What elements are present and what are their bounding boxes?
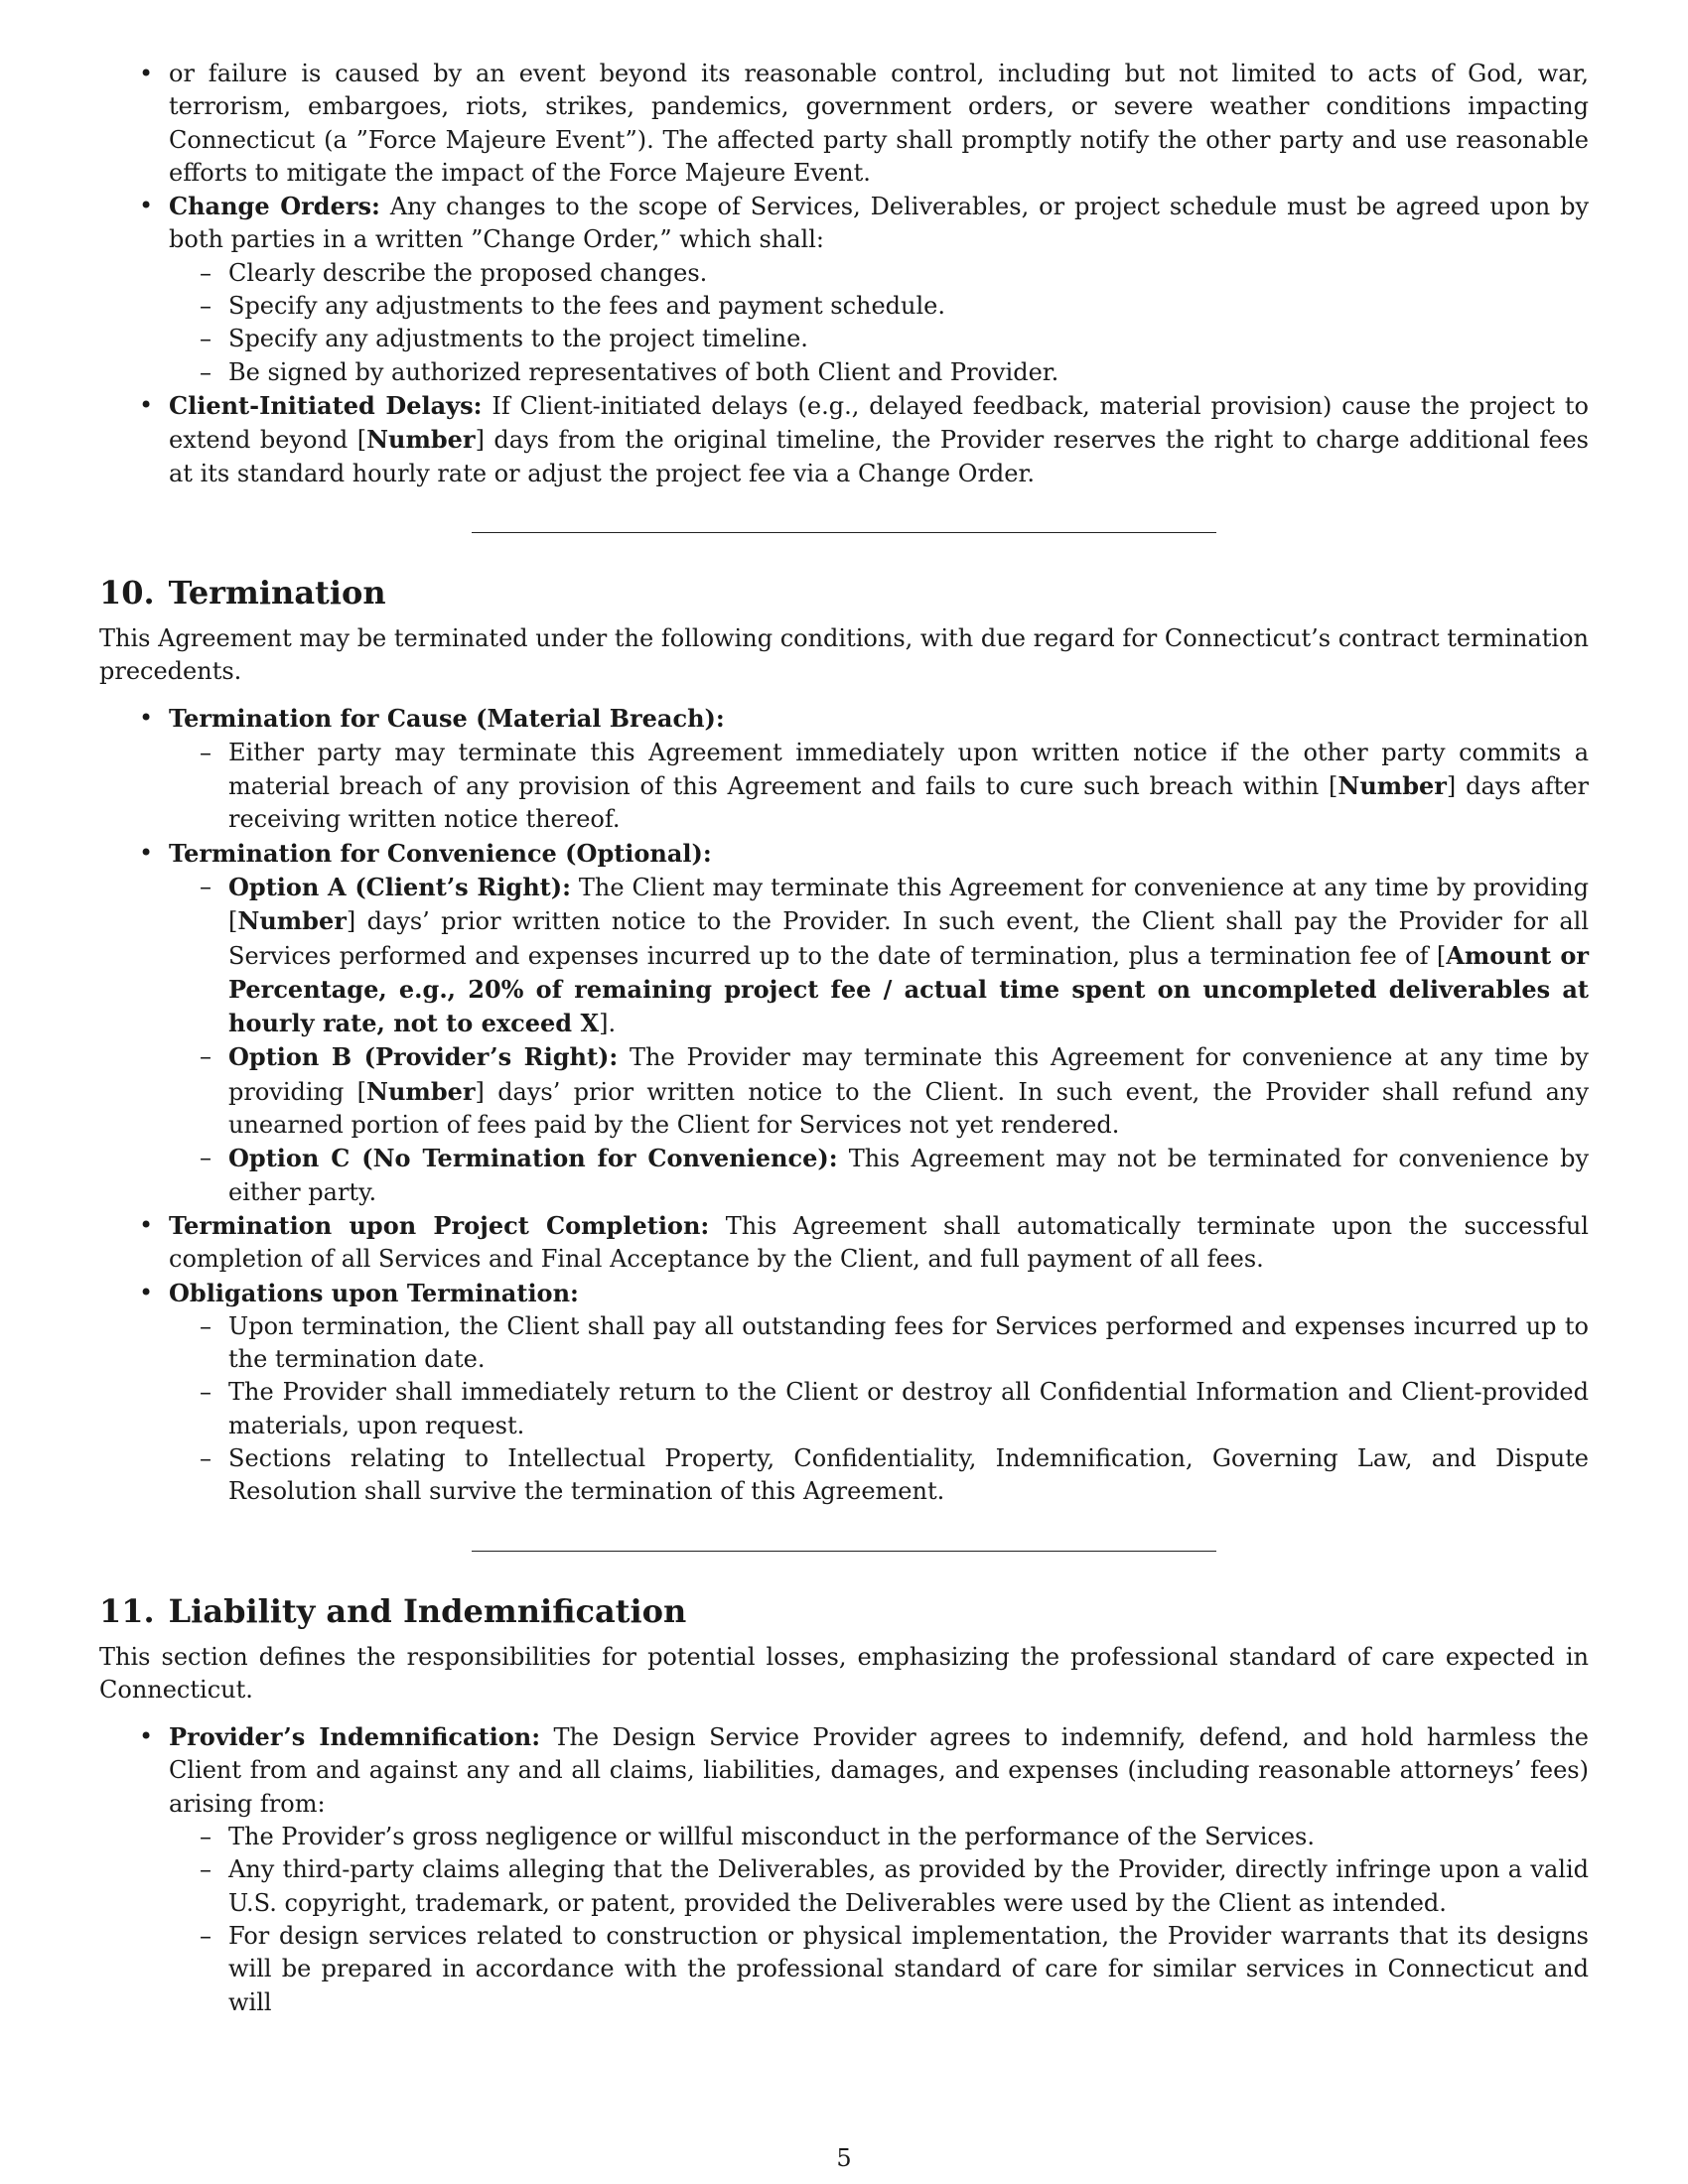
client-delays-text-end: ] days from the original timeline, the Provider reserves the right to charge additional fees at its standard hourly rate or adjust the project fee via a Change Order. — [169, 426, 1590, 487]
termination-convenience-title: Termination for Convenience (Optional): — [169, 838, 712, 868]
termination-completion-text: This Agreement shall automatically terminate upon the successful completion of all Services and Final Acceptance by the Client, and full payment of all fees. — [169, 1211, 1589, 1274]
client-delays-title: Client-Initiated Delays: — [169, 390, 483, 420]
option-b-title: Option B (Provider’s Right): — [228, 1042, 619, 1072]
list-item: – Upon termination, the Client shall pay all outstanding fees for Services performed and expenses incurred up to the termination date. — [228, 1310, 1589, 1377]
option-a-text-2: ] days’ prior written notice to the Provider. In such event, the Client shall pay the Provider for all Services performed and expenses incurred up to the date of termination, plus a termination fee of [ — [228, 907, 1589, 970]
list-item: – Specify any adjustments to the fees and payment schedule. — [228, 290, 1589, 323]
termination-cause-item — [169, 702, 1589, 836]
page-number: 5 — [836, 2144, 852, 2172]
section-11-intro: This section defines the responsibilities for potential losses, emphasizing the professional standard of care expected in Connecticut. — [99, 1642, 1589, 1704]
termination-list — [99, 702, 1589, 1508]
list-item: – The Provider shall immediately return to the Client or destroy all Confidential Information and Client-provided materials, upon request. — [228, 1376, 1589, 1442]
section-divider — [472, 532, 1216, 533]
cause-text: Either party may terminate this Agreement immediately upon written notice if the other party commits a material breach of any provision of this Agreement and fails to cure such breach within [ — [228, 738, 1589, 801]
change-orders-sublist — [169, 257, 1589, 389]
obligations-item — [169, 1277, 1589, 1509]
section-divider — [472, 1551, 1216, 1552]
option-c-text: This Agreement may not be terminated for convenience by either party. — [228, 1145, 1590, 1206]
termination-cause-sublist — [169, 737, 1589, 837]
provider-indemnification-item — [169, 1720, 1589, 2019]
termination-convenience-sublist — [169, 871, 1589, 1209]
list-item: – The Provider’s gross negligence or willful misconduct in the performance of the Services. — [228, 1821, 1589, 1853]
list-item: – Be signed by authorized representatives of both Client and Provider. — [228, 356, 1589, 389]
placeholder-number: Number — [1337, 771, 1447, 801]
list-item — [228, 737, 1589, 837]
list-item: – Sections relating to Intellectual Property, Confidentiality, Indemnification, Governing Law, and Dispute Resolution shall survive the termination of this Agreement. — [228, 1442, 1589, 1509]
option-a-title: Option A (Client’s Right): — [228, 872, 571, 901]
termination-convenience-item — [169, 837, 1589, 1209]
obligations-title: Obligations upon Termination: — [169, 1278, 579, 1307]
top-bullets — [99, 190, 1589, 490]
provider-indemnification-sublist — [169, 1821, 1589, 2019]
option-c-item — [228, 1142, 1589, 1209]
section-10-title: Termination — [168, 573, 386, 612]
list-item: – Specify any adjustments to the project timeline. — [228, 323, 1589, 355]
change-orders-title: Change Orders: — [169, 192, 380, 221]
top-list — [99, 58, 1589, 190]
placeholder-number: Number — [237, 906, 347, 936]
obligations-sublist — [169, 1310, 1589, 1509]
client-delays-item — [169, 389, 1589, 490]
placeholder-number: Number — [366, 1076, 476, 1106]
provider-indemnification-title: Provider’s Indemnification: — [169, 1722, 541, 1752]
option-b-text: The Provider may terminate this Agreement for convenience at any time by providing [ — [228, 1043, 1589, 1106]
list-item: – For design services related to construction or physical implementation, the Provider warrants that its designs will be prepared in accordance with the professional standard of care for similar services in Connecticut and will — [228, 1920, 1589, 2019]
provider-indemnification-text: The Design Service Provider agrees to indemnify, defend, and hold harmless the Client from and against any and all claims, liabilities, damages, and expenses (including reasonable attorneys’ fees) arising from: — [169, 1723, 1589, 1818]
placeholder-fee: Amount or Percentage, e.g., 20% of remaining project fee / actual time spent on uncompleted deliverables at hourly rate, not to exceed X — [228, 940, 1590, 1038]
document-page — [99, 58, 1589, 2019]
list-item: – Clearly describe the proposed changes. — [228, 257, 1589, 290]
liability-list — [99, 1720, 1589, 2019]
section-10-intro: This Agreement may be terminated under the following conditions, with due regard for Connecticut’s contract termination precedents. — [99, 623, 1589, 686]
list-item: – Any third-party claims alleging that the Deliverables, as provided by the Provider, directly infringe upon a valid U.S. copyright, trademark, or patent, provided the Deliverables were used by the Client as intended. — [228, 1853, 1589, 1920]
section-10-number: 10. — [99, 573, 155, 612]
termination-cause-title: Termination for Cause (Material Breach): — [169, 704, 725, 734]
cause-text-end: ] days after receiving written notice thereof. — [228, 772, 1589, 834]
section-11-heading — [99, 1591, 1589, 1631]
change-orders-text: Any changes to the scope of Services, Deliverables, or project schedule must be agreed upon by both parties in a written ”Change Order,” which shall: — [169, 193, 1590, 254]
change-orders-item — [169, 190, 1589, 389]
option-a-text-3: ]. — [599, 1010, 617, 1038]
option-c-title: Option C (No Termination for Convenience): — [228, 1144, 838, 1173]
option-a-text: The Client may terminate this Agreement for convenience at any time by providing [ — [228, 873, 1589, 936]
section-10-heading — [99, 573, 1589, 613]
section-11-title: Liability and Indemnification — [168, 1591, 687, 1630]
termination-completion-title: Termination upon Project Completion: — [169, 1210, 710, 1240]
option-b-item — [228, 1040, 1589, 1142]
option-a-item — [228, 871, 1589, 1040]
option-b-text-2: ] days’ prior written notice to the Client. In such event, the Provider shall refund any unearned portion of fees paid by the Client for Services not yet rendered. — [228, 1077, 1590, 1140]
client-delays-text: If Client-initiated delays (e.g., delayed feedback, material provision) cause the project to extend beyond [ — [169, 391, 1589, 455]
placeholder-number: Number — [366, 425, 476, 455]
section-11-number: 11. — [99, 1591, 155, 1630]
force-majeure-continuation — [169, 58, 1589, 190]
force-majeure-text: or failure is caused by an event beyond its reasonable control, including but not limited to acts of God, war, terrorism, embargoes, riots, strikes, pandemics, government orders, or severe weather conditions impacting Connecticut (a ”Force Majeure Event”). The affected party shall promptly notify the other party and use reasonable efforts to mitigate the impact of the Force Majeure Event. — [169, 60, 1589, 187]
termination-completion-item — [169, 1209, 1589, 1277]
